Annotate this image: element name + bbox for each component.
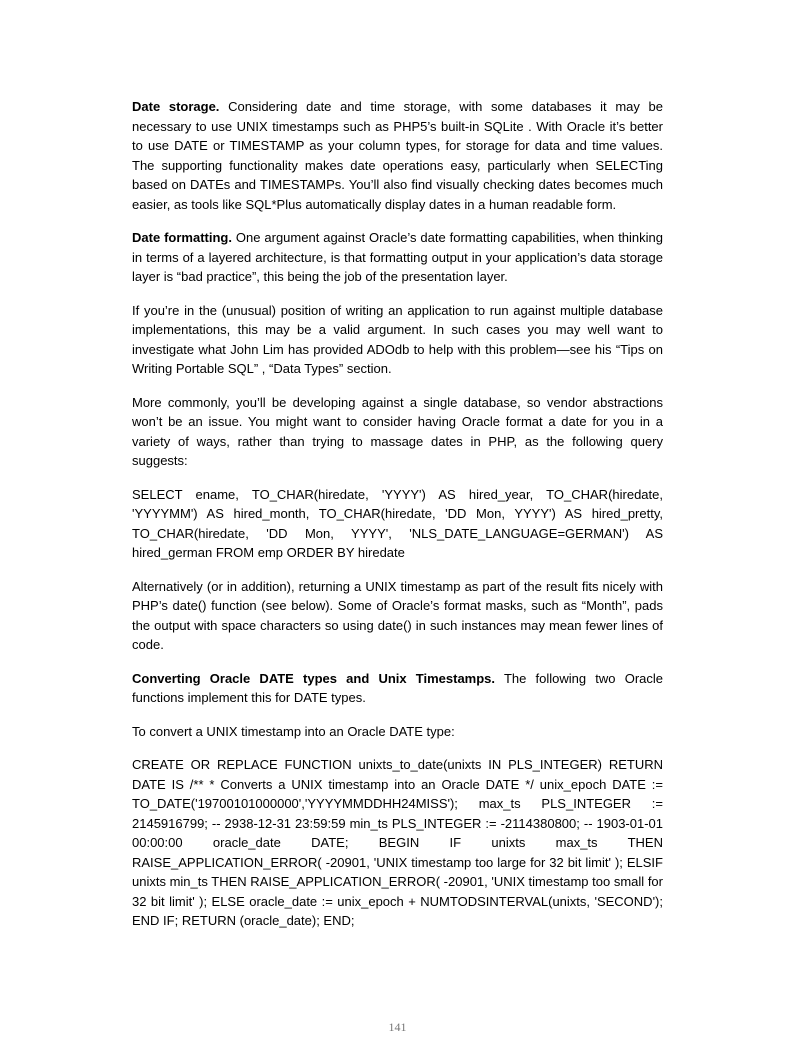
paragraph-text: SELECT ename, TO_CHAR(hiredate, 'YYYY') AS hired_year, TO_CHAR(hiredate, 'YYYYMM') AS hired_month, TO_CHAR(hiredate, 'DD Mon, YYYY') AS hired_pretty, TO_CHAR(hiredate, 'DD Mon, YYYY', 'NLS_DATE_LANGUAGE=GERMAN') AS hired_german FROM emp ORDER BY hiredate — [132, 486, 663, 560]
paragraph-single-database — [132, 393, 663, 471]
page-body — [132, 97, 663, 945]
paragraph-date-formatting — [132, 228, 663, 287]
paragraph-text: The following two Oracle functions implement this for DATE types. — [132, 670, 663, 705]
paragraph-text: Alternatively (or in addition), returning a UNIX timestamp as part of the result fits nicely with PHP’s date() function (see below). Some of Oracle’s format masks, such as “Month”, pads the output with space characters so using date() in such instances may mean fewer lines of code. — [132, 578, 663, 652]
paragraph-text: One argument against Oracle’s date formatting capabilities, when thinking in terms of a layered architecture, is that formatting output in your application’s data storage layer is “bad practice”, this being the job of the presentation layer. — [132, 230, 664, 284]
paragraph-text: CREATE OR REPLACE FUNCTION unixts_to_date(unixts IN PLS_INTEGER) RETURN DATE IS /** * Converts a UNIX timestamp into an Oracle DATE */ unix_epoch DATE := TO_DATE('19700101000000','YYYYMMDDHH24MISS'); max_ts PLS_INTEGER := 2145916799; -- 2938-12-31 23:59:59 min_ts PLS_INTEGER := -2114380800; -- 1903-01-01 00:00:00 oracle_date DATE; BEGIN IF unixts max_ts THEN RAISE_APPLICATION_ERROR( -20901, 'UNIX timestamp too large for 32 bit limit' ); ELSIF unixts min_ts THEN RAISE_APPLICATION_ERROR( -20901, 'UNIX timestamp too small for 32 bit limit' ); ELSE oracle_date := unix_epoch + NUMTODSINTERVAL(unixts, 'SECOND'); END IF; RETURN (oracle_date); END; — [132, 757, 663, 928]
paragraph-text: More commonly, you’ll be developing against a single database, so vendor abstractions won’t be an issue. You might want to consider having Oracle format a date for you in a variety of ways, rather than trying to massage dates in PHP, as the following query suggests: — [132, 394, 663, 468]
paragraph-lead: Converting Oracle DATE types and Unix Timestamps. — [132, 670, 496, 686]
page-number: 141 — [388, 1020, 407, 1034]
paragraph-converting — [132, 669, 663, 708]
paragraph-text: If you’re in the (unusual) position of writing an application to run against multiple database implementations, this may be a valid argument. In such cases you may well want to investigate what John Lim has provided ADOdb to help with this problem—see his “Tips on Writing Portable SQL” , “Data Types” section. — [132, 302, 663, 376]
paragraph-lead: Date formatting. — [132, 230, 232, 245]
paragraph-convert-intro — [132, 722, 663, 742]
paragraph-text: To convert a UNIX timestamp into an Oracle DATE type: — [132, 723, 455, 739]
paragraph-text: Considering date and time storage, with some databases it may be necessary to use UNIX timestamps such as PHP5’s built-in SQLite . With Oracle it’s better to use DATE or TIMESTAMP as your column types, for storage for data and time values. The supporting functionality makes date operations easy, particularly when SELECTing based on DATEs and TIMESTAMPs. You’ll also find visually checking dates becomes much easier, as tools like SQL*Plus automatically display dates in a human readable form. — [132, 99, 663, 212]
paragraph-multiple-databases — [132, 301, 663, 379]
paragraph-create-function — [132, 755, 663, 931]
paragraph-select-query — [132, 485, 663, 563]
paragraph-date-storage — [132, 97, 663, 214]
paragraph-unix-timestamp — [132, 577, 663, 655]
paragraph-lead: Date storage. — [132, 99, 220, 114]
